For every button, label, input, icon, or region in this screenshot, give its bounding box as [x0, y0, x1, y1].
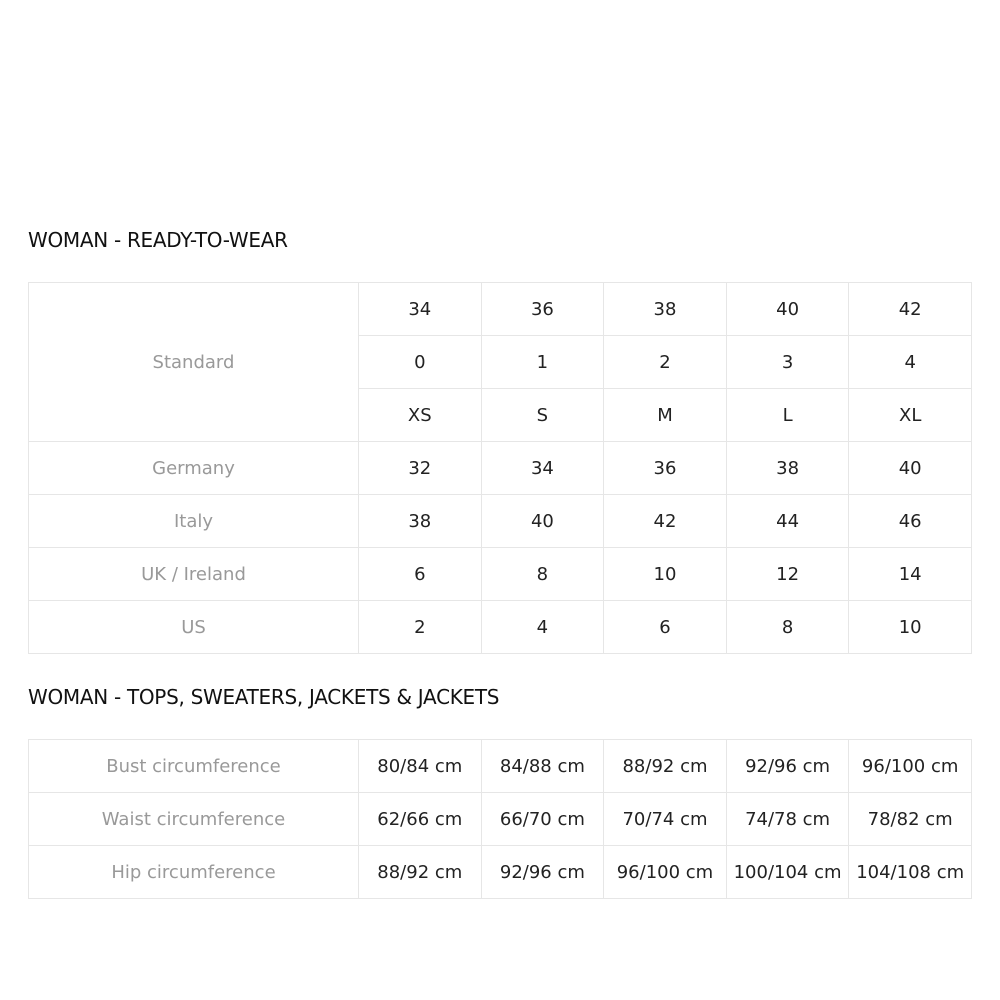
measurement-cell: 100/104 cm: [726, 846, 849, 899]
size-cell: L: [726, 389, 849, 442]
size-cell: 0: [359, 336, 482, 389]
size-cell: 34: [481, 442, 604, 495]
size-cell: 2: [604, 336, 727, 389]
size-cell: 40: [849, 442, 972, 495]
row-label-standard: Standard: [29, 283, 359, 442]
size-cell: S: [481, 389, 604, 442]
size-cell: 6: [359, 548, 482, 601]
size-cell: 2: [359, 601, 482, 654]
size-cell: 40: [481, 495, 604, 548]
size-cell: 4: [849, 336, 972, 389]
size-cell: 36: [604, 442, 727, 495]
measurement-cell: 96/100 cm: [849, 740, 972, 793]
measurement-cell: 88/92 cm: [604, 740, 727, 793]
size-cell: XL: [849, 389, 972, 442]
measurement-cell: 88/92 cm: [359, 846, 482, 899]
table-row-hip: [29, 846, 972, 899]
measurement-cell: 74/78 cm: [726, 793, 849, 846]
size-cell: 42: [604, 495, 727, 548]
size-cell: 44: [726, 495, 849, 548]
size-cell: 42: [849, 283, 972, 336]
size-cell: M: [604, 389, 727, 442]
size-cell: 38: [359, 495, 482, 548]
size-cell: 1: [481, 336, 604, 389]
size-cell: 12: [726, 548, 849, 601]
size-cell: 10: [849, 601, 972, 654]
table-row-italy: [29, 495, 972, 548]
measurement-cell: 92/96 cm: [481, 846, 604, 899]
row-label-hip: Hip circumference: [29, 846, 359, 899]
measurement-cell: 80/84 cm: [359, 740, 482, 793]
size-cell: 38: [604, 283, 727, 336]
row-label-bust: Bust circumference: [29, 740, 359, 793]
size-cell: 34: [359, 283, 482, 336]
size-cell: 8: [726, 601, 849, 654]
size-cell: XS: [359, 389, 482, 442]
measurement-cell: 84/88 cm: [481, 740, 604, 793]
row-label-us: US: [29, 601, 359, 654]
tops-title: WOMAN - TOPS, SWEATERS, JACKETS & JACKETS: [28, 685, 500, 709]
size-cell: 32: [359, 442, 482, 495]
size-cell: 10: [604, 548, 727, 601]
tops-size-table: [28, 739, 972, 899]
measurement-cell: 92/96 cm: [726, 740, 849, 793]
size-cell: 8: [481, 548, 604, 601]
size-cell: 38: [726, 442, 849, 495]
ready-to-wear-size-table: [28, 282, 972, 654]
measurement-cell: 62/66 cm: [359, 793, 482, 846]
table-row-waist: [29, 793, 972, 846]
size-cell: 46: [849, 495, 972, 548]
table-row-germany: [29, 442, 972, 495]
size-cell: 14: [849, 548, 972, 601]
measurement-cell: 70/74 cm: [604, 793, 727, 846]
measurement-cell: 104/108 cm: [849, 846, 972, 899]
ready-to-wear-title: WOMAN - READY-TO-WEAR: [28, 228, 288, 252]
row-label-waist: Waist circumference: [29, 793, 359, 846]
table-row-bust: [29, 740, 972, 793]
row-label-uk-ireland: UK / Ireland: [29, 548, 359, 601]
table-row-standard-1: [29, 283, 972, 336]
size-cell: 6: [604, 601, 727, 654]
size-cell: 40: [726, 283, 849, 336]
measurement-cell: 78/82 cm: [849, 793, 972, 846]
table-row-uk-ireland: [29, 548, 972, 601]
size-cell: 4: [481, 601, 604, 654]
table-row-us: [29, 601, 972, 654]
row-label-germany: Germany: [29, 442, 359, 495]
measurement-cell: 66/70 cm: [481, 793, 604, 846]
row-label-italy: Italy: [29, 495, 359, 548]
size-cell: 36: [481, 283, 604, 336]
measurement-cell: 96/100 cm: [604, 846, 727, 899]
size-cell: 3: [726, 336, 849, 389]
